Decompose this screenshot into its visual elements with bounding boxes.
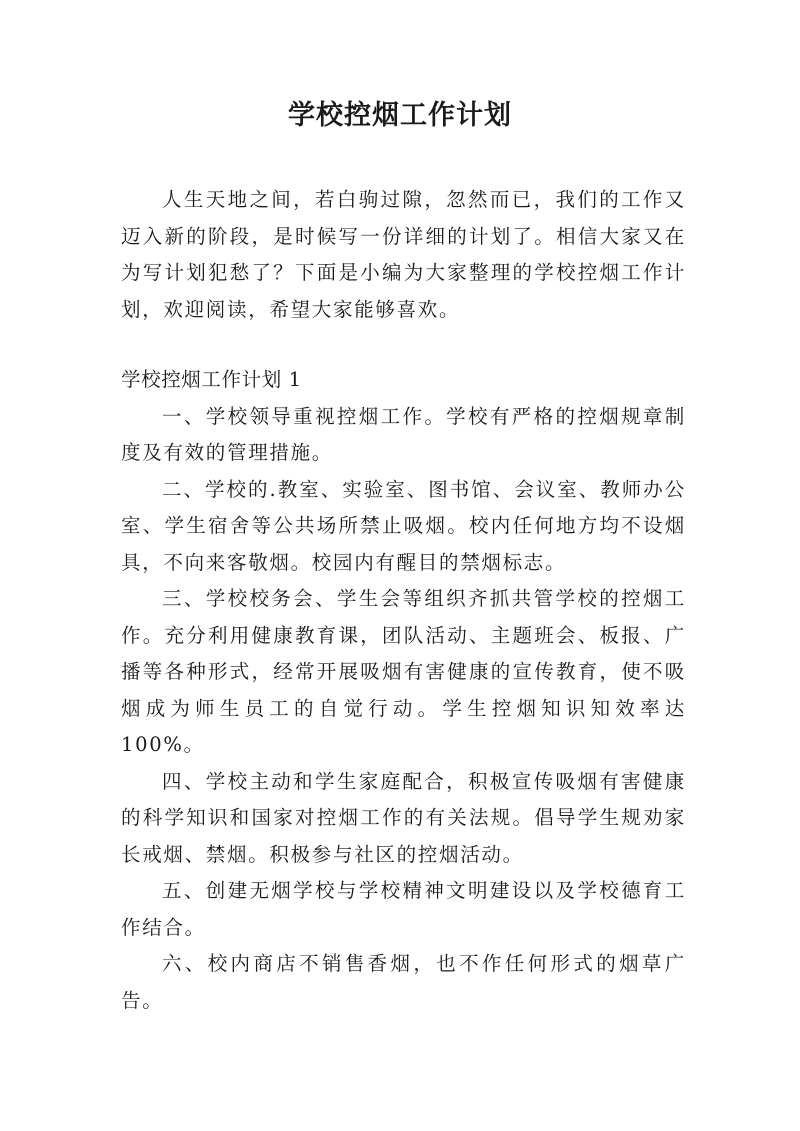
paragraph-6: 六、校内商店不销售香烟，也不作任何形式的烟草广告。 bbox=[121, 952, 686, 1012]
document-body bbox=[121, 182, 686, 1019]
paragraph-5: 五、创建无烟学校与学校精神文明建设以及学校德育工作结合。 bbox=[121, 879, 686, 939]
page-title: 学校控烟工作计划 bbox=[288, 100, 512, 131]
paragraph-1: 一、学校领导重视控烟工作。学校有严格的控烟规章制度及有效的管理措施。 bbox=[121, 404, 686, 464]
paragraph-2: 二、学校的.教室、实验室、图书馆、会议室、教师办公室、学生宿舍等公共场所禁止吸烟。校内任何地方均不设烟具，不向来客敬烟。校园内有醒目的禁烟标志。 bbox=[121, 477, 686, 574]
intro-paragraph: 人生天地之间，若白驹过隙，忽然而已，我们的工作又迈入新的阶段，是时候写一份详细的计划了。相信大家又在为写计划犯愁了？下面是小编为大家整理的学校控烟工作计划，欢迎阅读，希望大家能够喜欢。 bbox=[121, 188, 686, 321]
section-heading: 学校控烟工作计划 1 bbox=[121, 368, 302, 391]
paragraph-3: 三、学校校务会、学生会等组织齐抓共管学校的控烟工作。充分利用健康教育课，团队活动、主题班会、板报、广播等各种形式，经常开展吸烟有害健康的宣传教育，使不吸烟成为师生员工的自觉行动。学生控烟知识知效率达 100%。 bbox=[121, 587, 686, 756]
paragraph-4: 四、学校主动和学生家庭配合，积极宣传吸烟有害健康的科学知识和国家对控烟工作的有关法规。倡导学生规劝家长戒烟、禁烟。积极参与社区的控烟活动。 bbox=[121, 769, 686, 866]
